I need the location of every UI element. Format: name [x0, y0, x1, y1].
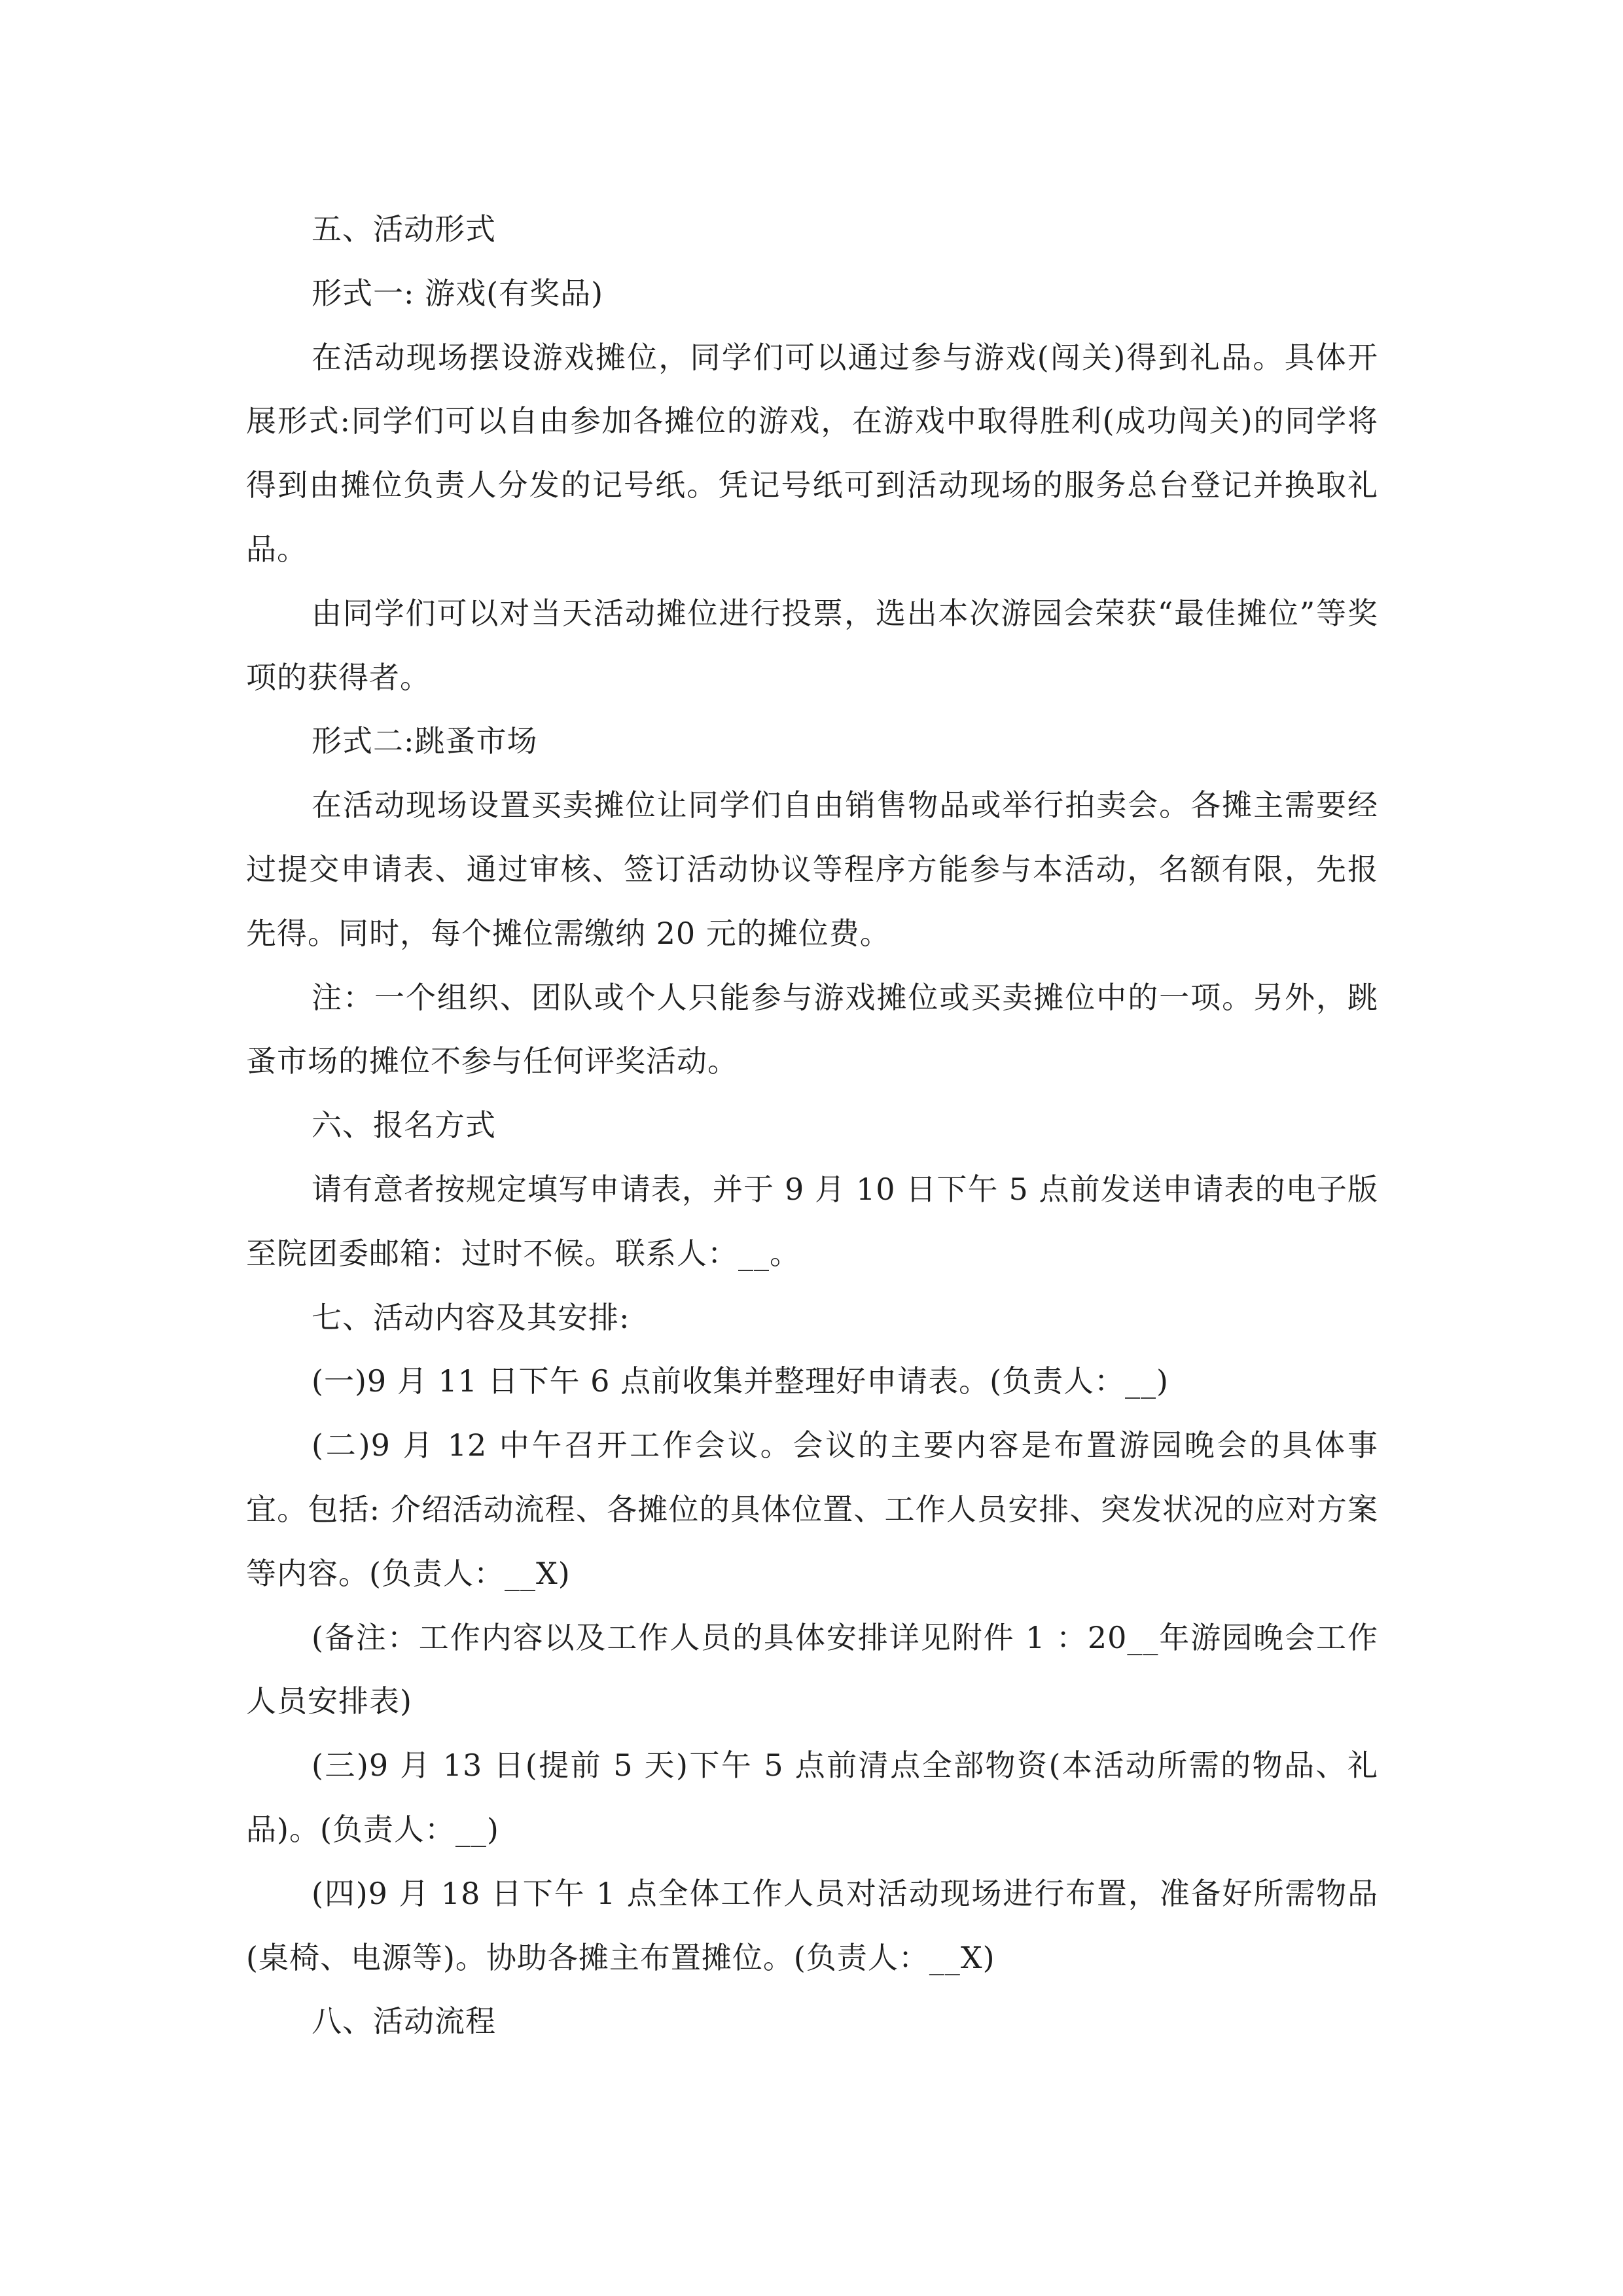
subheading-form-one: 形式一: 游戏(有奖品) [312, 275, 604, 311]
schedule-item-4: (四)9 月 18 日下午 1 点全体工作人员对活动现场进行布置，准备好所需物品(桌椅、电源等)。协助各摊主布置摊位。(负责人：__X) [246, 1875, 1378, 1975]
paragraph-voting: 由同学们可以对当天活动摊位进行投票，选出本次游园会荣获“最佳摊位”等奖项的获得者。 [246, 595, 1378, 695]
paragraph-game-booths: 在活动现场摆设游戏摊位，同学们可以通过参与游戏(闯关)得到礼品。具体开展形式:同学们可以自由参加各摊位的游戏，在游戏中取得胜利(成功闯关)的同学将得到由摊位负责人分发的记号纸。凭记号纸可到活动现场的服务总台登记并换取礼品。 [246, 339, 1378, 567]
paragraph-note: 注：一个组织、团队或个人只能参与游戏摊位或买卖摊位中的一项。另外，跳蚤市场的摊位不参与任何评奖活动。 [246, 979, 1378, 1079]
paragraph-flea-market: 在活动现场设置买卖摊位让同学们自由销售物品或举行拍卖会。各摊主需要经过提交申请表、通过审核、签订活动协议等程序方能参与本活动，名额有限，先报先得。同时，每个摊位需缴纳 20 元的摊位费。 [246, 787, 1378, 951]
section-heading-schedule: 七、活动内容及其安排: [312, 1299, 630, 1335]
section-heading-process: 八、活动流程 [312, 2003, 496, 2039]
schedule-item-2: (二)9 月 12 中午召开工作会议。会议的主要内容是布置游园晚会的具体事宜。包括: 介绍活动流程、各摊位的具体位置、工作人员安排、突发状况的应对方案等内容。(负责人：__X) [246, 1427, 1378, 1591]
section-heading-registration: 六、报名方式 [312, 1107, 496, 1143]
paragraph-registration: 请有意者按规定填写申请表，并于 9 月 10 日下午 5 点前发送申请表的电子版至院团委邮箱：过时不候。联系人：__。 [246, 1171, 1378, 1271]
schedule-item-3: (三)9 月 13 日(提前 5 天)下午 5 点前清点全部物资(本活动所需的物品、礼品)。(负责人：__) [246, 1748, 1378, 1847]
document-body [246, 198, 1378, 2054]
schedule-item-1: (一)9 月 11 日下午 6 点前收集并整理好申请表。(负责人：__) [312, 1363, 1169, 1399]
section-heading-activity-form: 五、活动形式 [312, 211, 496, 247]
schedule-remark: (备注：工作内容以及工作人员的具体安排详见附件 1 ：20__年游园晚会工作人员安排表) [246, 1619, 1378, 1719]
subheading-form-two: 形式二:跳蚤市场 [312, 723, 538, 759]
